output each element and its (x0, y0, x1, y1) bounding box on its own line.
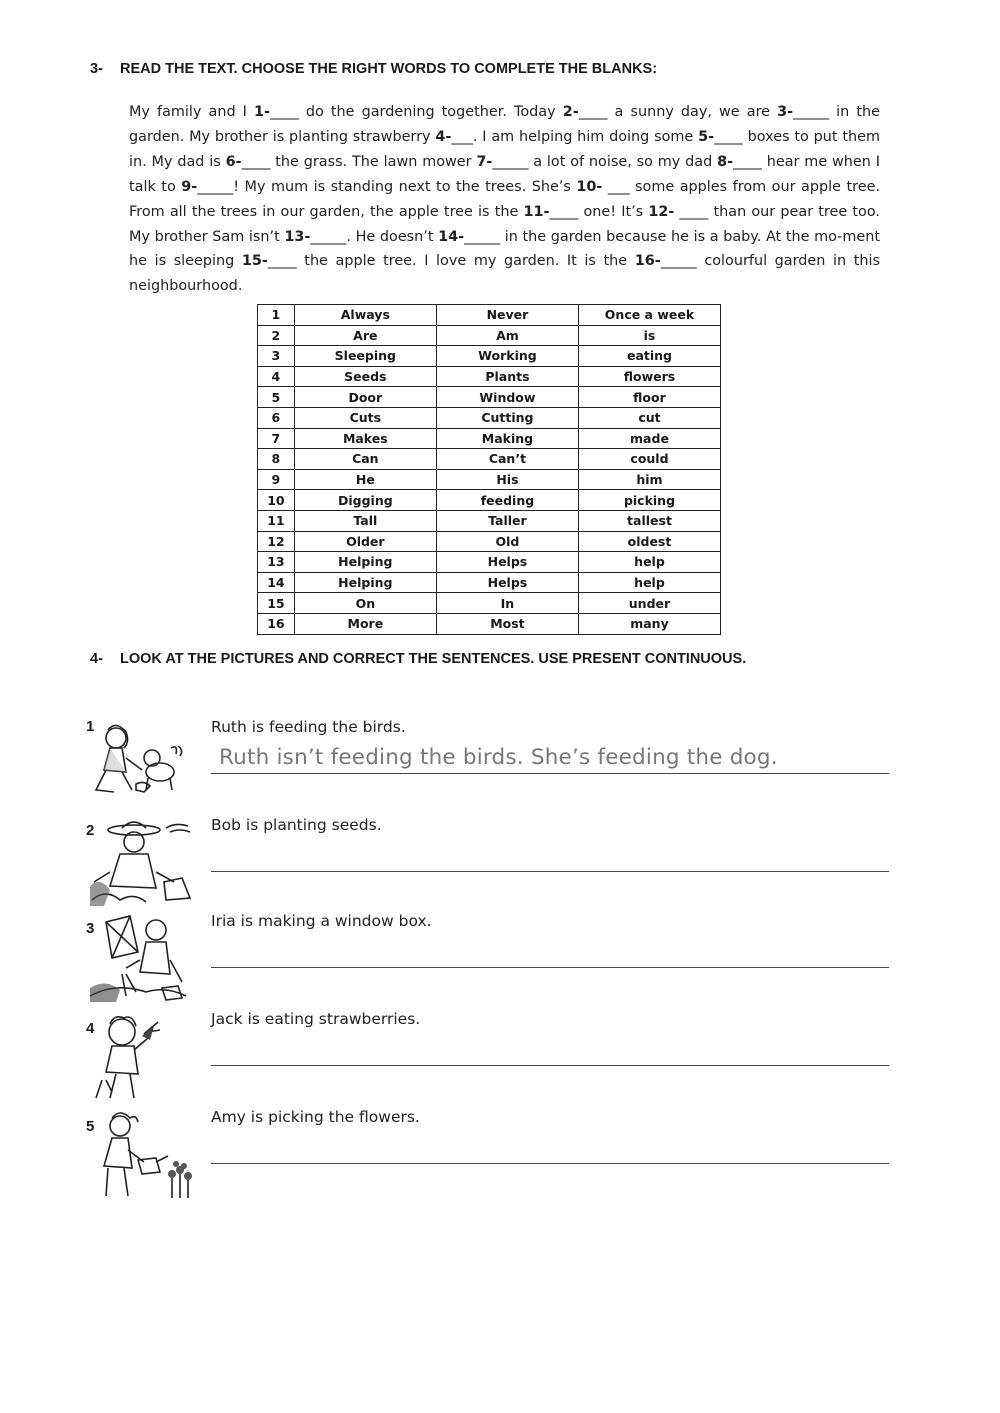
row-number-cell: 14 (258, 572, 295, 593)
answer-line[interactable] (211, 1163, 889, 1164)
table-row (258, 552, 721, 573)
word-option-cell[interactable]: him (578, 469, 720, 490)
table-row (258, 531, 721, 552)
table-row (258, 490, 721, 511)
table-row (258, 428, 721, 449)
table-row (258, 366, 721, 387)
blank-number: 1- (254, 104, 271, 120)
item-answer[interactable]: Ruth isn’t feeding the birds. She’s feeding the dog. (219, 745, 778, 770)
section-4-heading (90, 651, 746, 667)
word-option-cell[interactable]: is (578, 325, 720, 346)
word-option-cell[interactable]: Can (294, 449, 436, 470)
item-number: 4 (86, 1020, 95, 1037)
passage-text: _____ in the garden because he is a baby. At the mo-ment he is sleeping (129, 228, 880, 270)
word-option-cell[interactable]: many (578, 613, 720, 634)
passage-text: _____! My mum is standing next to the trees. She’s (197, 178, 577, 195)
word-option-cell[interactable]: oldest (578, 531, 720, 552)
word-option-cell[interactable]: could (578, 449, 720, 470)
blank-number: 9- (181, 178, 198, 195)
blank-number: 4- (435, 128, 452, 145)
answer-line[interactable] (211, 1065, 889, 1066)
table-row (258, 346, 721, 367)
word-option-cell[interactable]: Seeds (294, 366, 436, 387)
row-number-cell: 12 (258, 531, 295, 552)
word-option-cell[interactable]: Always (294, 305, 436, 326)
word-option-cell[interactable]: His (436, 469, 578, 490)
row-number-cell: 15 (258, 593, 295, 614)
word-option-cell[interactable]: Helps (436, 572, 578, 593)
exercise-item (86, 912, 896, 1012)
word-option-cell[interactable]: Working (436, 346, 578, 367)
word-option-cell[interactable]: Once a week (578, 305, 720, 326)
section-3-number: 3- (90, 61, 103, 77)
girl-making-box-illustration (86, 912, 201, 1004)
word-option-cell[interactable]: In (436, 593, 578, 614)
blank-number: 2- (562, 104, 579, 120)
word-option-cell[interactable]: Door (294, 387, 436, 408)
word-option-cell[interactable]: tallest (578, 510, 720, 531)
item-number: 2 (86, 822, 95, 839)
man-planting-illustration (86, 816, 201, 908)
row-number-cell: 11 (258, 510, 295, 531)
word-option-cell[interactable]: More (294, 613, 436, 634)
passage-text: My family and I (129, 104, 255, 120)
word-option-cell[interactable]: Makes (294, 428, 436, 449)
boy-eating-carrot-illustration (86, 1010, 201, 1102)
row-number-cell: 8 (258, 449, 295, 470)
girl-watering-flowers-illustration (86, 1108, 201, 1202)
word-option-cell[interactable]: Cutting (436, 407, 578, 428)
blank-number: 7- (476, 153, 493, 170)
row-number-cell: 5 (258, 387, 295, 408)
row-number-cell: 16 (258, 613, 295, 634)
passage-text: ____ hear me when I talk to (129, 153, 880, 195)
section-4-number: 4- (90, 651, 103, 667)
word-option-cell[interactable]: eating (578, 346, 720, 367)
table-row (258, 593, 721, 614)
passage-text: ____ boxes to put them in. My dad is (129, 128, 880, 170)
item-sentence: Iria is making a window box. (211, 912, 432, 930)
word-option-cell[interactable]: Most (436, 613, 578, 634)
word-option-cell[interactable]: flowers (578, 366, 720, 387)
row-number-cell: 6 (258, 407, 295, 428)
blank-number: 14- (438, 228, 465, 245)
table-row (258, 469, 721, 490)
exercise-item (86, 816, 896, 916)
word-choice-table (257, 304, 721, 635)
answer-line[interactable] (211, 871, 889, 872)
row-number-cell: 10 (258, 490, 295, 511)
word-option-cell[interactable]: Taller (436, 510, 578, 531)
exercise-item (86, 718, 896, 818)
table-row (258, 325, 721, 346)
word-option-cell[interactable]: Making (436, 428, 578, 449)
girl-feeding-dog-illustration (86, 718, 201, 808)
word-option-cell[interactable]: Helping (294, 552, 436, 573)
blank-number: 13- (284, 228, 311, 245)
word-option-cell[interactable]: Am (436, 325, 578, 346)
word-option-cell[interactable]: Plants (436, 366, 578, 387)
word-option-cell[interactable]: He (294, 469, 436, 490)
blank-number: 8- (717, 153, 734, 170)
passage-text: ____ a sunny day, we are (578, 104, 778, 120)
exercise-item (86, 1108, 896, 1208)
row-number-cell: 7 (258, 428, 295, 449)
word-option-cell[interactable]: Old (436, 531, 578, 552)
section-3-title: READ THE TEXT. CHOOSE THE RIGHT WORDS TO COMPLETE THE BLANKS: (120, 61, 658, 77)
row-number-cell: 9 (258, 469, 295, 490)
word-option-cell[interactable]: feeding (436, 490, 578, 511)
blank-number: 11- (523, 203, 550, 220)
section-3-heading (90, 61, 657, 77)
row-number-cell: 1 (258, 305, 295, 326)
blank-number: 10- (576, 178, 603, 195)
passage-text: ____ one! It’s (549, 203, 649, 220)
word-option-cell[interactable]: Window (436, 387, 578, 408)
item-number: 1 (86, 718, 95, 735)
table-row (258, 305, 721, 326)
table-row (258, 613, 721, 634)
row-number-cell: 3 (258, 346, 295, 367)
passage-text: ___. I am helping him doing some (451, 128, 699, 145)
passage-text: ___ some apples from our apple tree. From all the trees in our garden, the apple tree is the (129, 178, 881, 220)
word-option-cell[interactable]: Can’t (436, 449, 578, 470)
blank-number: 3- (777, 104, 794, 120)
item-number: 3 (86, 920, 95, 937)
blank-number: 12- (648, 203, 675, 220)
exercise-item (86, 1010, 896, 1110)
passage-text: _____ in the garden. My brother is planting strawberry (129, 104, 880, 145)
answer-line[interactable] (211, 773, 889, 774)
blank-number: 16- (634, 253, 661, 270)
table-row (258, 387, 721, 408)
word-option-cell[interactable]: picking (578, 490, 720, 511)
item-number: 5 (86, 1118, 95, 1135)
word-option-cell[interactable]: Cuts (294, 407, 436, 428)
word-option-cell[interactable]: Helping (294, 572, 436, 593)
word-option-cell[interactable]: Sleeping (294, 346, 436, 367)
passage-text: _____. He doesn’t (310, 228, 439, 245)
passage-text: _____ a lot of noise, so my dad (492, 153, 718, 170)
word-option-cell[interactable]: Older (294, 531, 436, 552)
passage-text: ____ the grass. The lawn mower (241, 153, 477, 170)
word-option-cell[interactable]: Never (436, 305, 578, 326)
word-option-cell[interactable]: floor (578, 387, 720, 408)
word-option-cell[interactable]: help (578, 552, 720, 573)
passage-text: ____ than our pear tree too. My brother Sam isn’t (129, 203, 880, 245)
blank-number: 6- (225, 153, 242, 170)
item-sentence: Ruth is feeding the birds. (211, 718, 406, 736)
table-row (258, 572, 721, 593)
row-number-cell: 4 (258, 366, 295, 387)
table-row (258, 407, 721, 428)
item-sentence: Amy is picking the flowers. (211, 1108, 420, 1126)
passage-text: _____ colourful garden in this neighbourhood. (129, 253, 880, 295)
answer-line[interactable] (211, 967, 889, 968)
word-option-cell[interactable]: Helps (436, 552, 578, 573)
word-option-cell[interactable]: Are (294, 325, 436, 346)
row-number-cell: 13 (258, 552, 295, 573)
word-option-cell[interactable]: cut (578, 407, 720, 428)
blank-number: 15- (241, 253, 268, 270)
blank-number: 5- (698, 128, 715, 145)
section-4-title: LOOK AT THE PICTURES AND CORRECT THE SENTENCES. USE PRESENT CONTINUOUS. (120, 651, 747, 667)
word-option-cell[interactable]: help (578, 572, 720, 593)
word-option-cell[interactable]: Digging (294, 490, 436, 511)
item-sentence: Jack is eating strawberries. (211, 1010, 421, 1028)
word-option-cell[interactable]: Tall (294, 510, 436, 531)
passage-text: ____ the apple tree. I love my garden. It is the (267, 253, 635, 270)
word-option-cell[interactable]: under (578, 593, 720, 614)
reading-passage (129, 100, 880, 299)
word-option-cell[interactable]: On (294, 593, 436, 614)
table-row (258, 449, 721, 470)
word-option-cell[interactable]: made (578, 428, 720, 449)
item-sentence: Bob is planting seeds. (211, 816, 382, 834)
table-row (258, 510, 721, 531)
passage-text: ____ do the gardening together. Today (270, 104, 563, 120)
row-number-cell: 2 (258, 325, 295, 346)
